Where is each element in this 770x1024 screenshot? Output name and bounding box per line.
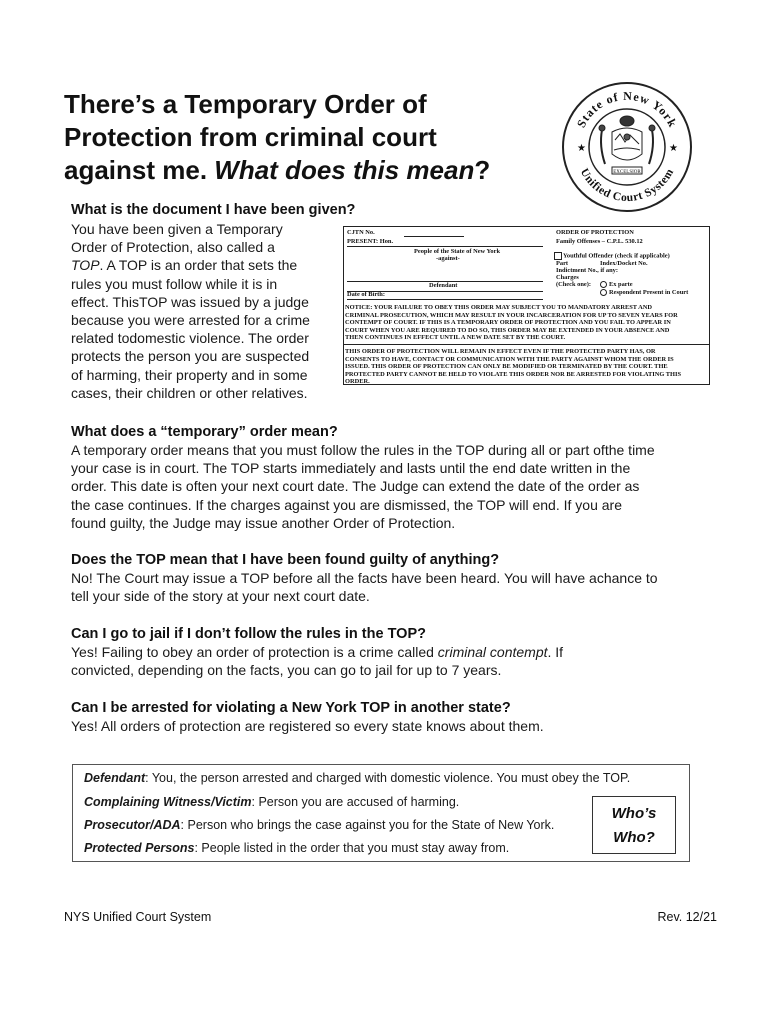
definition-row: Prosecutor/ADA: Person who brings the case against you for the State of New York. — [84, 818, 555, 832]
form-people: People of the State of New York — [414, 248, 501, 255]
body-line: tell your side of the story at your next court date. — [71, 588, 370, 605]
body-line: effect. ThisTOP was issued by a judge — [71, 293, 309, 310]
form-defendant: Defendant — [429, 282, 458, 289]
form-index: Index/Docket No. — [600, 260, 648, 267]
section-guilty — [71, 552, 721, 605]
whos-who-label: Who’s Who? — [592, 796, 676, 854]
body-line: your case is in court. The TOP starts immediately and lasts until the end date written in the — [71, 460, 631, 477]
title-line-2: Protection from criminal court — [64, 122, 437, 152]
body-line: rules you must follow while it is in — [71, 275, 278, 292]
body-line: found guilty, the Judge may issue another Order of Protection. — [71, 514, 456, 531]
form-indictment: Indictment No., if any: — [556, 267, 618, 274]
section-jail — [71, 626, 711, 679]
definition-row: Complaining Witness/Victim: Person you are accused of harming. — [84, 795, 460, 809]
svg-text:★: ★ — [669, 143, 678, 154]
heading-guilty: Does the TOP mean that I have been found guilty of anything? — [71, 552, 500, 568]
footer-revision: Rev. 12/21 — [657, 910, 717, 924]
form-against: -against- — [436, 255, 460, 262]
seal-banner: EXCELSIOR — [613, 170, 641, 175]
form-check-one: (Check one): — [556, 281, 591, 288]
footer-left: NYS Unified Court System — [64, 910, 212, 924]
body-line: order. This date is often your next court date. The Judge can extend the date of the order as — [71, 478, 640, 495]
heading-temporary: What does a “temporary” order mean? — [71, 424, 338, 440]
body-line: convicted, depending on the facts, you can go to jail for up to 7 years. — [71, 662, 502, 679]
form-dob: Date of Birth: — [347, 291, 385, 298]
title-emphasis: What does this mean — [214, 155, 475, 185]
body-line: the case continues. If the charges against you are dismissed, the TOP will end. If you are — [71, 496, 622, 513]
body-line: You have been given a Temporary — [71, 221, 283, 237]
order-of-protection-form-image — [343, 226, 710, 385]
seal-top-text: State of New York — [573, 88, 681, 130]
court-seal-logo — [560, 80, 694, 214]
definition-row: Protected Persons: People listed in the order that you must stay away from. — [84, 841, 510, 855]
body-line: Order of Protection, also called a — [71, 239, 275, 256]
form-part: Part — [556, 260, 569, 267]
title-line-3: against me. What does this mean? — [64, 155, 491, 185]
form-present: PRESENT: Hon. — [347, 238, 394, 245]
seal-bottom-text: Unified Court System — [577, 166, 677, 205]
section-document-body — [71, 220, 341, 402]
form-respondent: Respondent Present in Court — [600, 289, 688, 297]
title-line-1: There’s a Temporary Order of — [64, 89, 427, 119]
body-line: related todomestic violence. The order — [71, 330, 309, 347]
form-ex-parte: Ex parte — [600, 281, 633, 289]
term-criminal-contempt: criminal contempt — [437, 644, 548, 660]
body-line: of harming, their property and in some — [71, 366, 308, 383]
body-line: No! The Court may issue a TOP before all the facts have been heard. You will have achance to — [71, 570, 658, 586]
body-line: protects the person you are suspected — [71, 348, 310, 365]
form-family-offenses: Family Offenses – C.P.L. 530.12 — [556, 238, 643, 245]
body-line: TOP. A TOP is an order that sets the — [71, 257, 298, 274]
body-line: Yes! All orders of protection are registered so every state knows about them. — [71, 718, 544, 734]
section-document — [71, 202, 355, 218]
form-notice: NOTICE: YOUR FAILURE TO OBEY THIS ORDER MAY SUBJECT YOU TO MANDATORY ARREST AND CRIMINAL PROSECUTION, WHICH MAY RESULT IN YOUR INCARCERATION FOR UP TO SEVEN YEARS FOR CONTEMPT OF COURT. IF THIS IS A TEMPORARY ORDER OF PROTECTION AND YOU FAIL TO APPEAR IN COURT WHEN YOU ARE REQUIRED TO DO SO, THIS ORDER MAY BE EXTENDED IN YOUR ABSENCE AND THEN CONTINUES IN EFFECT UNTIL A NEW DATE SET BY THE COURT. — [345, 304, 678, 342]
body-line: cases, their children or other relatives. — [71, 384, 308, 401]
section-another-state — [71, 700, 711, 735]
section-temporary — [71, 424, 711, 532]
heading-another-state: Can I be arrested for violating a New York TOP in another state? — [71, 700, 511, 716]
page-title — [64, 88, 564, 187]
heading-jail: Can I go to jail if I don’t follow the rules in the TOP? — [71, 626, 426, 642]
heading-what-document: What is the document I have been given? — [71, 202, 356, 218]
form-cjtn: CJTN No. — [347, 229, 375, 236]
form-youthful: Youthful Offender (check if applicable) — [554, 252, 670, 260]
svg-text:★: ★ — [577, 143, 586, 154]
body-line: A temporary order means that you must follow the rules in the TOP during all or part ofthe time — [71, 442, 655, 458]
definition-row: Defendant: You, the person arrested and charged with domestic violence. You must obey the TOP. — [84, 771, 631, 785]
body-line: Yes! Failing to obey an order of protection is a crime called criminal contempt. If — [71, 644, 564, 660]
form-charges: Charges — [556, 274, 579, 281]
form-effect: THIS ORDER OF PROTECTION WILL REMAIN IN EFFECT EVEN IF THE PROTECTED PARTY HAS, OR CONSENTS TO HAVE, CONTACT OR COMMUNICATION WITH THE PARTY AGAINST WHOM THE ORDER IS ISSUED. THIS ORDER OF PROTECTION CAN ONLY BE MODIFIED OR TERMINATED BY THE COURT. THE PROTECTED PARTY CANNOT BE HELD TO VIOLATE THIS ORDER NOR BE ARRESTED FOR VIOLATING THIS ORDER. — [345, 348, 682, 385]
form-order-title: ORDER OF PROTECTION — [556, 229, 634, 236]
body-line: because you were arrested for a crime — [71, 312, 310, 329]
